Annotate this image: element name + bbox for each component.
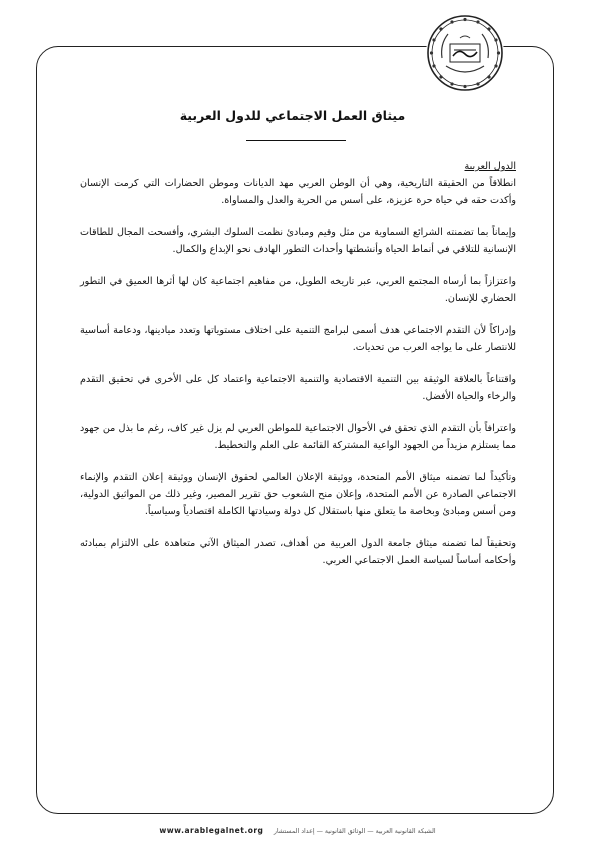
section-heading: الدول العربية — [464, 161, 516, 172]
paragraph: انطلاقاً من الحقيقة التاريخية، وهي أن الوطن العربي مهد الديانات وموطن الحضارات التي كرمت الإنسان وأكدت حقه في حياة حرة عزيزة، على أسس من الحرية والعدل والمساواة. — [80, 178, 516, 206]
paragraph: واعترافاً بأن التقدم الذي تحقق في الأحوال الاجتماعية للمواطن العربي لم يزل غير كاف، رغم ما بذل من جهود مما يستلزم مزيداً من الجهود الواعية المشتركة القائمة على العلم والتخطيط. — [80, 423, 516, 451]
title-underline — [246, 140, 346, 141]
footer-note: الشبكة القانونية العربية — الوثائق القانونية — إعداد المستشار — [273, 828, 436, 835]
footer-website-link[interactable]: www.arablegalnet.org — [159, 826, 264, 835]
document-body — [80, 158, 516, 584]
paragraph: وتأكيداً لما تضمنه ميثاق الأمم المتحدة، ووثيقة الإعلان العالمي لحقوق الإنسان ووثيقة إعلان التقدم والإنماء الاجتماعي الصادرة عن الأمم المتحدة، وإعلان منح الشعوب حق تقرير المصير، وغير ذلك من المواثيق الدولية، ومن أسس ومبادئ وبخاصة ما يتعلق منها باستقلال كل دولة وسيادتها الكاملة اقتصادياً وسياسياً. — [80, 472, 516, 517]
paragraph: واعتزازاً بما أرساه المجتمع العربي، عبر تاريخه الطويل، من مفاهيم اجتماعية كان لها أثرها العميق في التطور الحضاري للإنسان. — [80, 276, 516, 304]
paragraph: وتحقيقاً لما تضمنه ميثاق جامعة الدول العربية من أهداف، تصدر الميثاق الآتي متعاهدة على الالتزام بمبادئه وأحكامه أساساً لسياسة العمل الاجتماعي العربي. — [80, 538, 516, 566]
arab-league-seal — [426, 14, 504, 92]
page-footer — [0, 826, 595, 835]
paragraph: وإيماناً بما تضمنته الشرائع السماوية من مثل وقيم ومبادئ نظمت السلوك البشري، وأفسحت المجال للطاقات الإنسانية للتلاقي في أنماط الحياة وأنشطتها وأحداث التطور الهادف نحو الإبداع والكمال. — [80, 227, 516, 255]
paragraph: وإدراكاً لأن التقدم الاجتماعي هدف أسمى لبرامج التنمية على اختلاف مستوياتها وتعدد ميادينها، ودعامة أساسية للانتصار على ما يواجه العرب من تحديات. — [80, 325, 516, 353]
document-title: ميثاق العمل الاجتماعي للدول العربية — [179, 108, 406, 123]
paragraph: واقتناعاً بالعلاقة الوثيقة بين التنمية الاقتصادية والتنمية الاجتماعية واعتماد كل على الأخرى في تحقيق التقدم والرخاء والحياة الأفضل. — [80, 374, 516, 402]
seal-icon — [426, 14, 504, 92]
